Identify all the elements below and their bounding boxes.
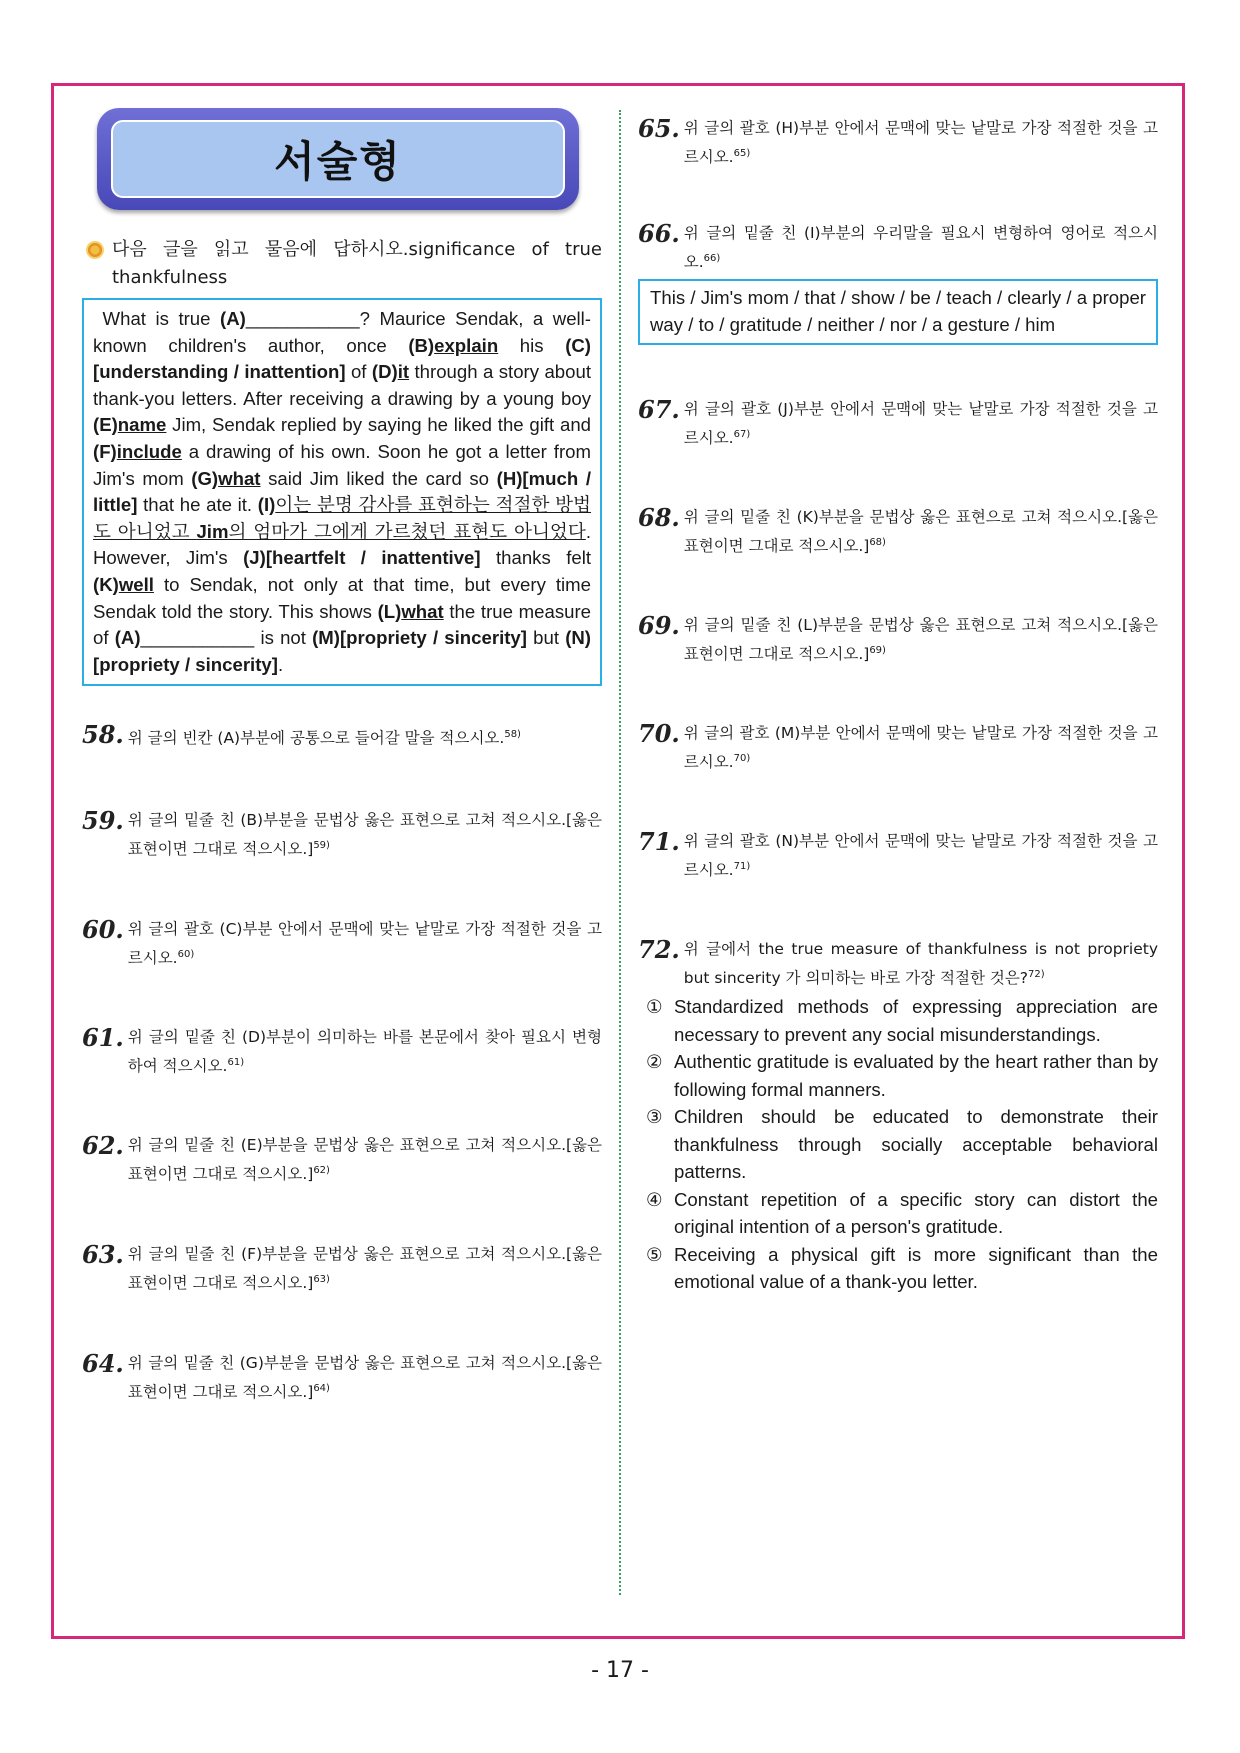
question-66 (638, 221, 1158, 275)
question-number: 65. (638, 114, 680, 143)
footnote-ref: 64) (313, 1383, 330, 1395)
option-4[interactable] (646, 1186, 1158, 1241)
flower-icon (86, 241, 104, 259)
question-63 (82, 1242, 602, 1296)
option-list (638, 993, 1158, 1296)
underlined-e: name (117, 414, 167, 436)
blank-a2: ___________ (140, 627, 255, 649)
passage-text: ? Maurice Sendak, a well-known children's author, once (93, 308, 591, 356)
question-59 (82, 808, 602, 862)
question-number: 70. (638, 718, 680, 748)
question-number: 62. (82, 1130, 124, 1160)
footnote-ref: 65) (733, 148, 751, 159)
question-number: 63. (82, 1240, 124, 1270)
footnote-ref: 58) (504, 729, 521, 741)
underlined-g: what (218, 467, 261, 489)
question-text (128, 1133, 602, 1187)
tag-g: (G) (191, 467, 219, 489)
blank-a-label: (A) (220, 308, 246, 329)
passage-text: Jim, Sendak replied by saying he liked the gift and (166, 414, 591, 436)
question-number: 66. (638, 219, 680, 249)
option-text: Receiving a physical gift is more significant than the emotional value of a thank-you letter. (674, 1243, 1158, 1293)
footnote-ref: 61) (227, 1056, 245, 1068)
blank-a2-label: (A) (114, 627, 141, 649)
passage-text: . (277, 653, 284, 675)
footnote-ref: 72) (1028, 969, 1045, 981)
footnote-ref: 68) (869, 536, 886, 548)
underlined-f: include (116, 440, 182, 462)
option-number: ① (646, 996, 663, 1018)
tag-e: (E) (93, 414, 118, 436)
question-body: 위 글의 밑줄 친 (D)부분이 의미하는 바를 본문에서 찾아 필요시 변형하여 적으시오. (127, 1027, 602, 1075)
passage-text: a drawing of his own. Soon he got a letter from Jim's mom (93, 440, 591, 489)
passage-text: said Jim liked the card so (260, 467, 497, 489)
question-62 (82, 1130, 602, 1187)
footnote-ref: 69) (869, 644, 886, 656)
tag-l: (L) (377, 600, 402, 622)
question-body: 위 글의 괄호 (H)부분 안에서 문맥에 맞는 낱말로 가장 적절한 것을 고르시오. (683, 119, 1158, 167)
footnote-ref: 66) (703, 253, 721, 265)
question-text (128, 917, 602, 971)
question-body: 위 글의 밑줄 친 (B)부분을 문법상 옳은 표현으로 고쳐 적으시오.[옳은 표현이면 그대로 적으시오.] (127, 811, 602, 859)
question-text (684, 721, 1158, 775)
question-text (684, 397, 1158, 451)
question-67 (638, 394, 1158, 451)
passage-text: thanks felt (480, 547, 592, 569)
passage-text: that he ate it. (137, 494, 258, 516)
question-body: 위 글의 괄호 (M)부분 안에서 문맥에 맞는 낱말로 가장 적절한 것을 고르시오. (683, 723, 1158, 772)
question-body: 위 글의 괄호 (N)부분 안에서 문맥에 맞는 낱말로 가장 적절한 것을 고르시오. (683, 832, 1158, 880)
question-number: 72. (638, 935, 680, 965)
question-text (128, 722, 602, 751)
instruction (82, 236, 602, 292)
word-box: This / Jim's mom / that / show / be / teach / clearly / a proper way / to / gratitude / neither / nor / a gesture / him (638, 279, 1158, 344)
column-divider (619, 110, 621, 1595)
option-text: Standardized methods of expressing appreciation are necessary to prevent any social misunderstandings. (674, 996, 1158, 1045)
question-65 (638, 116, 1158, 170)
question-body: 위 글의 밑줄 친 (L)부분을 문법상 옳은 표현으로 고쳐 적으시오.[옳은 표현이면 그대로 적으시오.] (683, 615, 1158, 663)
question-61 (82, 1022, 602, 1079)
footnote-ref: 59) (313, 840, 330, 852)
tag-i: (I) (257, 494, 276, 516)
tag-b: (B) (408, 334, 435, 356)
option-number: ③ (646, 1106, 663, 1128)
korean-text: 의 엄마가 그에게 가르쳤던 표현도 아니었다 (228, 520, 586, 542)
footnote-ref: 63) (313, 1274, 330, 1286)
bracket-n: (N)[propriety / sincerity] (93, 627, 591, 675)
question-58 (82, 722, 602, 751)
question-body: 위 글의 빈칸 (A)부분에 공통으로 들어갈 말을 적으시오. (127, 729, 505, 748)
question-68 (638, 502, 1158, 559)
underlined-d: it (397, 361, 410, 383)
bracket-j: (J)[heartfelt / inattentive] (243, 547, 481, 569)
passage-text: his (498, 334, 566, 356)
question-number: 71. (638, 827, 680, 857)
question-72 (638, 937, 1158, 991)
option-number: ⑤ (646, 1243, 663, 1265)
question-body: 위 글의 밑줄 친 (E)부분을 문법상 옳은 표현으로 고쳐 적으시오.[옳은 표현이면 그대로 적으시오.] (127, 1135, 602, 1184)
question-70 (638, 718, 1158, 775)
question-body: 위 글의 괄호 (C)부분 안에서 문맥에 맞는 낱말로 가장 적절한 것을 고르시오. (127, 919, 602, 967)
passage-text: through a story about thank-you letters. After receiving a drawing by a young boy (93, 361, 591, 409)
footnote-ref: 60) (177, 948, 195, 960)
option-1[interactable] (646, 993, 1158, 1048)
tag-d: (D) (371, 361, 398, 383)
question-number: 68. (638, 502, 680, 532)
section-banner (97, 108, 579, 210)
passage-text: but (526, 627, 566, 649)
passage-text: to Sendak, not only at that time, but every time Sendak told the story. This shows (93, 573, 591, 622)
option-2[interactable] (646, 1048, 1158, 1103)
korean-text-jim: Jim (196, 520, 229, 542)
question-body: 위 글의 밑줄 친 (I)부분의 우리말을 필요시 변형하여 영어로 적으시오. (683, 224, 1158, 272)
option-5[interactable] (646, 1241, 1158, 1296)
question-text (684, 937, 1158, 991)
question-number: 59. (82, 806, 124, 836)
footnote-ref: 71) (733, 861, 751, 873)
bracket-m: (M)[propriety / sincerity] (312, 627, 527, 649)
option-text: Constant repetition of a specific story can distort the original intention of a person's gratitude. (674, 1188, 1158, 1238)
passage-text: . However, Jim's (93, 520, 592, 569)
question-body: 위 글의 밑줄 친 (F)부분을 문법상 옳은 표현으로 고쳐 적으시오.[옳은 표현이면 그대로 적으시오.] (127, 1245, 602, 1293)
question-number: 60. (82, 914, 124, 944)
footnote-ref: 62) (313, 1164, 330, 1176)
question-body: 위 글의 밑줄 친 (K)부분을 문법상 옳은 표현으로 고쳐 적으시오.[옳은 표현이면 그대로 적으시오.] (683, 507, 1158, 555)
passage-box (82, 298, 602, 686)
question-64 (82, 1351, 602, 1405)
passage-text: is not (254, 627, 313, 649)
tag-f: (F) (93, 440, 117, 462)
section-banner-inner (111, 120, 565, 198)
question-number: 64. (82, 1349, 124, 1379)
question-text (684, 116, 1158, 170)
question-text (684, 221, 1158, 275)
question-number: 61. (82, 1022, 124, 1052)
blank-a: ___________ (245, 308, 360, 329)
footnote-ref: 67) (733, 428, 751, 440)
question-71 (638, 829, 1158, 883)
question-60 (82, 914, 602, 971)
instruction-text: 다음 글을 읽고 물음에 답하시오.significance of true thankfulness (112, 239, 602, 288)
question-text (684, 505, 1158, 559)
underlined-b: explain (434, 334, 499, 356)
question-number: 67. (638, 394, 680, 424)
left-column (82, 105, 602, 1405)
option-3[interactable] (646, 1103, 1158, 1186)
korean-text: 이는 분명 감사를 표현하는 적절한 방법도 아니었고 (93, 494, 592, 542)
option-number: ② (646, 1051, 663, 1073)
footnote-ref: 70) (733, 752, 751, 764)
question-number: 69. (638, 610, 680, 640)
question-text (684, 829, 1158, 883)
tag-k: (K) (93, 573, 119, 595)
question-text (684, 613, 1158, 667)
passage-text: of (345, 361, 372, 383)
passage-text: What is true (102, 308, 221, 329)
option-number: ④ (646, 1188, 663, 1210)
underlined-k: well (118, 573, 154, 595)
question-text (128, 808, 602, 862)
underlined-l: what (401, 600, 444, 622)
question-text (128, 1351, 602, 1405)
question-69 (638, 610, 1158, 667)
question-body: 위 글의 괄호 (J)부분 안에서 문맥에 맞는 낱말로 가장 적절한 것을 고르시오. (683, 399, 1158, 447)
question-text (128, 1025, 602, 1079)
question-body: 위 글에서 the true measure of thankfulness is not propriety but sincerity 가 의미하는 바로 가장 적절한 것은? (683, 940, 1158, 988)
question-body: 위 글의 밑줄 친 (G)부분을 문법상 옳은 표현으로 고쳐 적으시오.[옳은 표현이면 그대로 적으시오.] (127, 1354, 602, 1402)
bracket-c: (C)[understanding / inattention] (93, 334, 591, 383)
option-text: Authentic gratitude is evaluated by the heart rather than by following formal manners. (674, 1051, 1158, 1100)
section-title: 서술형 (274, 137, 402, 186)
passage-text: the true measure of (93, 600, 591, 649)
option-text: Children should be educated to demonstrate their thankfulness through socially acceptable behavioral patterns. (674, 1106, 1158, 1183)
bracket-h: (H)[much / little] (93, 467, 591, 516)
question-number: 58. (82, 720, 124, 750)
page-number: - 17 - (591, 1658, 649, 1683)
question-text (128, 1242, 602, 1296)
right-column (638, 105, 1158, 1296)
